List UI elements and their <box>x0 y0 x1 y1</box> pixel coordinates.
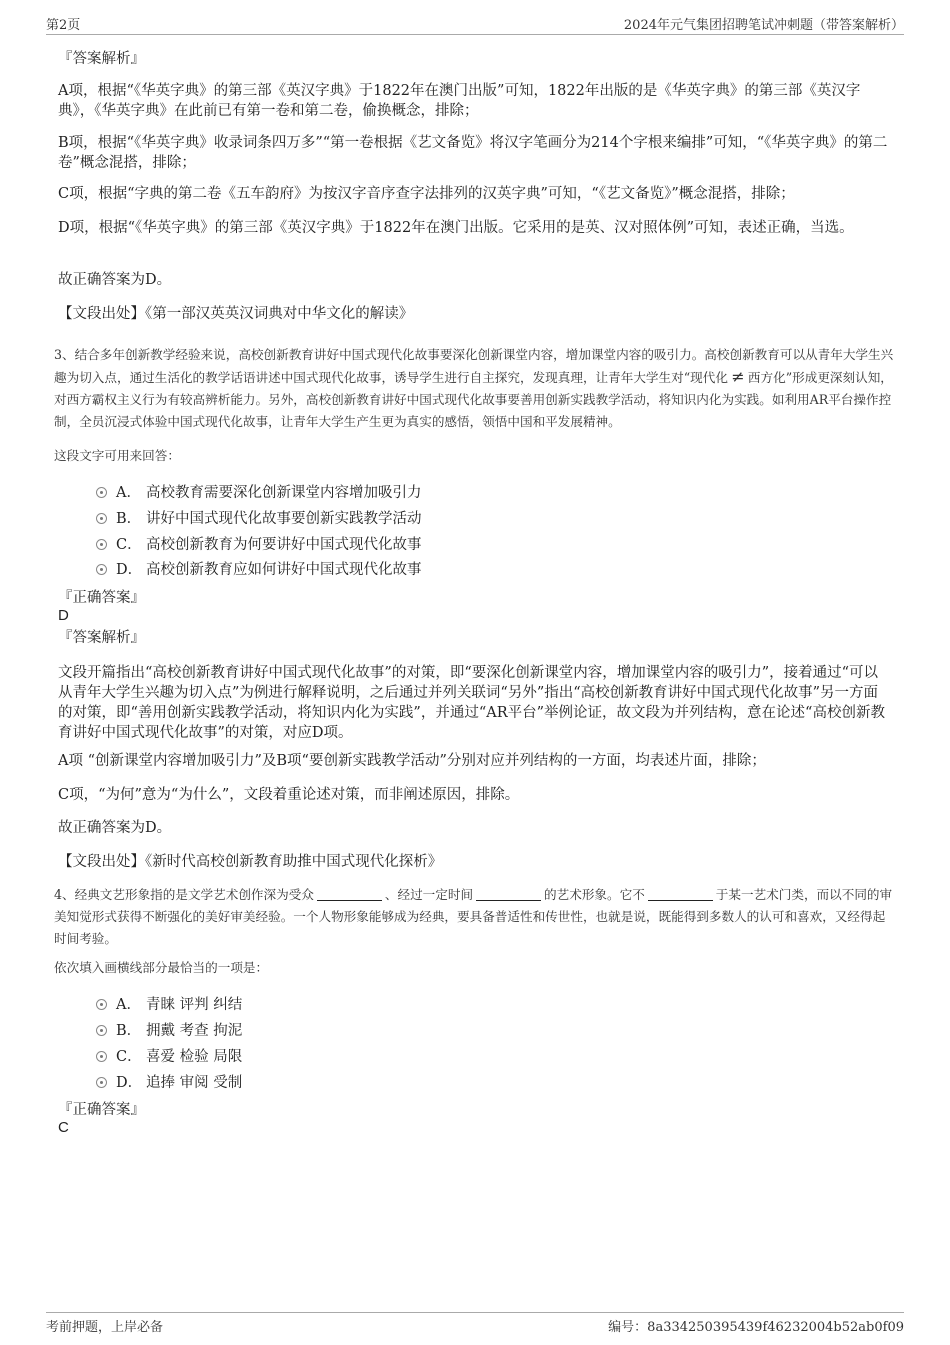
q3-option-a[interactable]: A． 高校教育需要深化创新课堂内容增加吸引力 <box>96 483 422 503</box>
radio-icon[interactable] <box>96 564 107 575</box>
q3-analysis-c: C项，“为何”意为“为什么”，文段着重论述对策，而非阐述原因，排除。 <box>58 787 520 803</box>
document-code: 编号：8a334250395439f46232004b52ab0f09 <box>608 1320 904 1335</box>
footer-slogan: 考前押题，上岸必备 <box>46 1320 164 1335</box>
q4-option-d[interactable]: D． 追捧 审阅 受制 <box>96 1073 242 1093</box>
q2-analysis-b: B项，根据“《华英字典》收录词条四万多”“第一卷根据《艺文备览》将汉字笔画分为214个字根来编排”可知，“《华英字典》的第二卷”概念混搭，排除； <box>58 135 888 171</box>
q3-analysis-label: 『答案解析』 <box>58 630 145 646</box>
page-number: 第2页 <box>46 18 81 33</box>
q4-option-b[interactable]: B． 拥戴 考查 拘泥 <box>96 1021 242 1041</box>
q4-prompt: 依次填入画横线部分最恰当的一项是： <box>54 960 269 975</box>
q3-option-b[interactable]: B． 讲好中国式现代化故事要创新实践教学活动 <box>96 509 422 529</box>
q3-prompt: 这段文字可用来回答： <box>54 448 180 463</box>
not-equal-symbol: ≠ <box>731 367 745 386</box>
q4-option-c[interactable]: C． 喜爱 检验 局限 <box>96 1047 242 1067</box>
blank-3 <box>648 888 713 901</box>
q2-analysis-a: A项，根据“《华英字典》的第三部《英汉字典》于1822年在澳门出版”可知，1822年出版的是《华英字典》的第三部《英汉字典》，《华英字典》在此前已有第一卷和第二卷，偷换概念，排除； <box>58 83 861 119</box>
q2-analysis-d: D项，根据“《华英字典》的第三部《英汉字典》于1822年在澳门出版。它采用的是英、汉对照体例”可知，表述正确，当选。 <box>58 220 854 236</box>
q2-conclusion: 故正确答案为D。 <box>58 272 172 288</box>
radio-icon[interactable] <box>96 539 107 550</box>
blank-2 <box>476 888 541 901</box>
q2-analysis-label: 『答案解析』 <box>58 51 145 67</box>
q3-conclusion: 故正确答案为D。 <box>58 820 172 836</box>
q3-correct-answer: D <box>58 607 69 624</box>
q3-source: 【文段出处】《新时代高校创新教育助推中国式现代化探析》 <box>58 854 443 870</box>
q3-option-d[interactable]: D． 高校创新教育应如何讲好中国式现代化故事 <box>96 560 422 580</box>
q3-correct-label: 『正确答案』 <box>58 590 145 606</box>
q4-correct-answer: C <box>58 1119 69 1136</box>
radio-icon[interactable] <box>96 513 107 524</box>
q2-source: 【文段出处】《第一部汉英英汉词典对中华文化的解读》 <box>58 306 414 322</box>
document-title: 2024年元气集团招聘笔试冲刺题（带答案解析） <box>623 18 904 33</box>
radio-icon[interactable] <box>96 1051 107 1062</box>
radio-icon[interactable] <box>96 1077 107 1088</box>
q4-correct-label: 『正确答案』 <box>58 1102 145 1118</box>
q4-option-a[interactable]: A． 青睐 评判 纠结 <box>96 995 242 1015</box>
radio-icon[interactable] <box>96 999 107 1010</box>
q3-option-c[interactable]: C． 高校创新教育为何要讲好中国式现代化故事 <box>96 535 422 555</box>
radio-icon[interactable] <box>96 1025 107 1036</box>
q2-analysis-c: C项，根据“字典的第二卷《五车韵府》为按汉字音序查字法排列的汉英字典”可知，“《艺文备览》”概念混搭，排除； <box>58 186 795 202</box>
q3-stem: 3、结合多年创新教学经验来说，高校创新教育讲好中国式现代化故事要深化创新课堂内容，增加课堂内容的吸引力。高校创新教育可以从青年大学生兴趣为切入点，通过生活化的教学话语讲述中国式现代化故事，诱导学生进行自主探究，发现真理，让青年大学生对“现代化 ≠ 西方化”形成更深刻认知，对西方霸权主义行为有较高辨析能力。另外，高校创新教育讲好中国式现代化故事要善用创新实践教学活动，将知识内化为实践。如利用AR平台操作控制，全员沉浸式体验中国式现代化故事，让青年大学生产生更为真实的感悟，领悟中国和平发展精神。 <box>54 347 894 429</box>
blank-1 <box>317 888 382 901</box>
q3-analysis-ab: A项 “创新课堂内容增加吸引力”及B项“要创新实践教学活动”分别对应并列结构的一方面，均表述片面，排除； <box>58 753 766 769</box>
page-footer <box>46 1312 904 1336</box>
q3-analysis-main: 文段开篇指出“高校创新教育讲好中国式现代化故事”的对策，即“要深化创新课堂内容，增加课堂内容的吸引力”，接着通过“可以从青年大学生兴趣为切入点”为例进行解释说明，之后通过并列关联词“另外”指出“高校创新教育讲好中国式现代化故事”另一方面的对策，即“善用创新实践教学活动，将知识内化为实践”，并通过“AR平台”举例论证，故文段为并列结构，意在论述“高校创新教育讲好中国式现代化故事”的对策，对应D项。 <box>58 665 885 741</box>
page-header <box>46 14 904 35</box>
q4-stem: 4、经典文艺形象指的是文学艺术创作深为受众 、经过一定时间 的艺术形象。它不 于某一艺术门类，而以不同的审美知觉形式获得不断强化的美好审美经验。一个人物形象能够成为经典，要具备普适性和传世性，也就是说，既能得到多数人的认可和喜欢，又经得起时间考验。 <box>54 887 893 946</box>
radio-icon[interactable] <box>96 487 107 498</box>
